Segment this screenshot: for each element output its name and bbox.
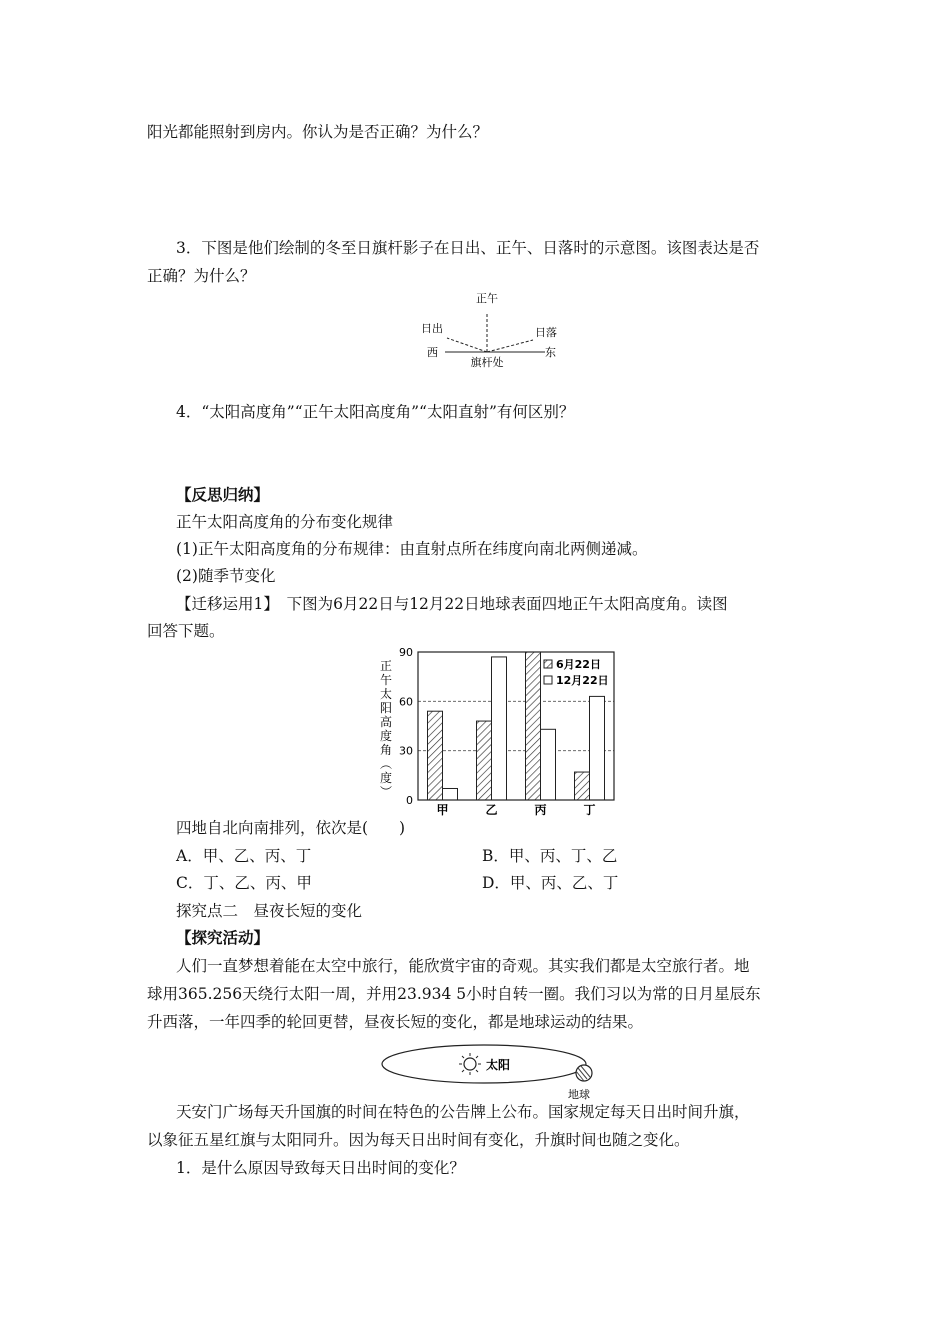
east-label: 东 bbox=[545, 346, 556, 359]
paragraph-1-line1: 人们一直梦想着能在太空中旅行，能欣赏宇宙的奇观。其实我们都是太空旅行者。地 bbox=[176, 957, 750, 975]
reflection-heading: 【反思归纳】 bbox=[176, 485, 270, 504]
y-tick-label: 30 bbox=[399, 744, 413, 758]
sunrise-shadow-line bbox=[447, 338, 487, 352]
question-3-line1: 3．下图是他们绘制的冬至日旗杆影子在日出、正午、日落时的示意图。该图表达是否 bbox=[176, 239, 760, 257]
y-axis-char: 度 bbox=[379, 771, 393, 785]
y-axis-char: ︵ bbox=[379, 757, 393, 771]
flagpole-label: 旗杆处 bbox=[470, 356, 504, 369]
question-2-continuation: 阳光都能照射到房内。你认为是否正确？为什么？ bbox=[147, 123, 489, 141]
multiple-choice-question: 四地自北向南排列，依次是( ) bbox=[176, 819, 406, 837]
paragraph-2-line2: 以象征五星红旗与太阳同升。因为每天日出时间有变化，升旗时间也随之变化。 bbox=[147, 1131, 690, 1149]
bar-dec22-2 bbox=[541, 729, 556, 800]
noon-label: 正午 bbox=[476, 292, 498, 305]
final-question: 1．是什么原因导致每天日出时间的变化？ bbox=[176, 1159, 465, 1177]
bar-june22-0 bbox=[428, 711, 443, 800]
x-tick-label: 乙 bbox=[485, 803, 498, 817]
y-axis-char: 高 bbox=[379, 715, 393, 729]
legend-label: 6月22日 bbox=[556, 658, 601, 671]
bar-dec22-3 bbox=[590, 696, 605, 800]
x-tick-label: 丙 bbox=[534, 803, 547, 817]
bar-june22-1 bbox=[477, 721, 492, 800]
x-tick-label: 甲 bbox=[436, 803, 449, 817]
sun-icon bbox=[459, 1053, 481, 1075]
paragraph-2-line1: 天安门广场每天升国旗的时间在特色的公告牌上公布。国家规定每天日出时间升旗， bbox=[176, 1103, 750, 1121]
option-d[interactable]: D．甲、丙、乙、丁 bbox=[482, 874, 619, 892]
legend-swatch bbox=[544, 676, 552, 684]
earth-icon bbox=[576, 1065, 592, 1081]
y-axis-char: 太 bbox=[379, 687, 393, 701]
paragraph-1-line3: 升西落，一年四季的轮回更替，昼夜长短的变化，都是地球运动的结果。 bbox=[147, 1013, 644, 1031]
earth-orbit-diagram bbox=[380, 1040, 600, 1104]
y-axis-char: 阳 bbox=[379, 701, 393, 715]
option-a[interactable]: A．甲、乙、丙、丁 bbox=[176, 847, 312, 865]
y-axis-char: 度 bbox=[379, 729, 393, 743]
y-tick-label: 90 bbox=[399, 646, 413, 659]
bar-june22-2 bbox=[526, 652, 541, 800]
earth-label: 地球 bbox=[568, 1088, 590, 1101]
bar-dec22-0 bbox=[443, 788, 458, 800]
question-4: 4．“太阳高度角”“正午太阳高度角”“太阳直射”有何区别？ bbox=[176, 403, 575, 421]
y-tick-label: 0 bbox=[406, 794, 413, 807]
y-axis-char: 午 bbox=[379, 673, 393, 687]
transfer-line1: 【迁移运用1】 下图为6月22日与12月22日地球表面四地正午太阳高度角。读图 bbox=[176, 595, 728, 613]
section-2-title: 探究点二 昼夜长短的变化 bbox=[176, 902, 363, 920]
reflection-point-1: (1)正午太阳高度角的分布规律：由直射点所在纬度向南北两侧递减。 bbox=[176, 540, 648, 558]
reflection-title: 正午太阳高度角的分布变化规律 bbox=[176, 513, 394, 531]
y-axis-char: 正 bbox=[379, 659, 393, 673]
option-b[interactable]: B．甲、丙、丁、乙 bbox=[482, 847, 618, 865]
noon-sun-altitude-bar-chart bbox=[374, 642, 624, 818]
transfer-line2: 回答下题。 bbox=[147, 622, 225, 640]
orbit-ellipse bbox=[382, 1045, 586, 1083]
activity-heading: 【探究活动】 bbox=[176, 928, 270, 947]
paragraph-1-line2: 球用365.256天绕行太阳一周，并用23.934 5小时自转一圈。我们习以为常的日月星辰东 bbox=[147, 985, 761, 1003]
sunset-shadow-line bbox=[487, 340, 533, 352]
y-axis-char: ︶ bbox=[379, 785, 393, 799]
west-label: 西 bbox=[427, 346, 438, 359]
legend-swatch bbox=[544, 660, 552, 668]
y-axis-char: 角 bbox=[379, 743, 393, 757]
sunrise-label: 日出 bbox=[421, 322, 443, 335]
sun-label: 太阳 bbox=[486, 1058, 511, 1072]
bar-dec22-1 bbox=[492, 657, 507, 800]
flagpole-shadow-diagram bbox=[415, 286, 575, 372]
legend-label: 12月22日 bbox=[556, 674, 609, 687]
sunset-label: 日落 bbox=[535, 326, 557, 339]
y-tick-label: 60 bbox=[399, 695, 413, 709]
bar-june22-3 bbox=[575, 772, 590, 800]
reflection-point-2: (2)随季节变化 bbox=[176, 567, 276, 585]
x-tick-label: 丁 bbox=[583, 803, 596, 817]
y-axis-title bbox=[380, 659, 392, 799]
option-c[interactable]: C．丁、乙、丙、甲 bbox=[176, 874, 312, 892]
question-3-line2: 正确？为什么？ bbox=[147, 267, 256, 285]
